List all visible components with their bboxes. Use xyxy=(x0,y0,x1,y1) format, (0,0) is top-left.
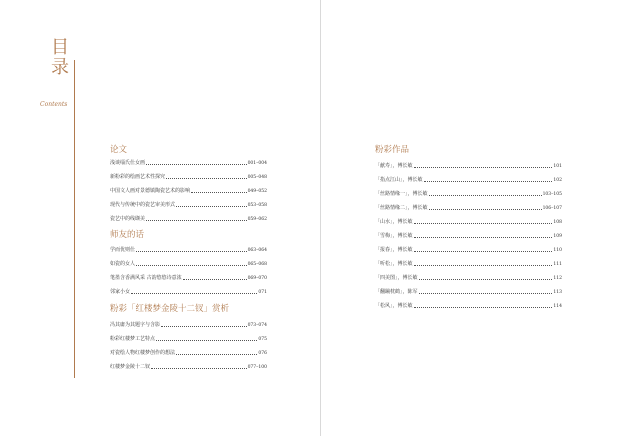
entry-title: 冯其庸为其题字与含影 xyxy=(110,322,161,328)
toc-entry[interactable] xyxy=(110,215,267,222)
leader-dots xyxy=(176,206,247,207)
entry-title: 「翻蹦枕鹤」，陈军 xyxy=(375,289,418,295)
entry-pages: 065–068 xyxy=(247,262,267,267)
entry-title: 「献寿」，傅长敏 xyxy=(375,163,413,169)
leader-dots xyxy=(156,340,257,341)
leader-dots xyxy=(414,167,553,168)
entry-title: 「四美图」，傅长敏 xyxy=(375,275,418,281)
entry-pages: 001–004 xyxy=(247,161,267,166)
toc-entry[interactable] xyxy=(110,173,267,180)
entry-title: 红楼梦金陵十二钗 xyxy=(110,364,151,370)
leader-dots xyxy=(176,354,257,355)
entry-pages: 077–100 xyxy=(247,365,267,370)
leader-dots xyxy=(419,293,553,294)
leader-dots xyxy=(166,178,247,179)
entry-title: 浅谈缁氏仕女画 xyxy=(110,160,146,166)
entry-title: 「听松」，傅长敏 xyxy=(375,261,413,267)
section-heading: 粉彩「红楼梦金陵十二钗」赏析 xyxy=(110,304,230,314)
leader-dots xyxy=(414,251,553,252)
entry-title: 邻家小女 xyxy=(110,289,131,295)
toc-entry[interactable] xyxy=(110,288,267,295)
leader-dots xyxy=(429,195,542,196)
entry-pages: 059–062 xyxy=(247,217,267,222)
toc-entry[interactable] xyxy=(110,363,267,370)
leader-dots xyxy=(131,293,257,294)
leader-dots xyxy=(136,265,247,266)
toc-entry[interactable] xyxy=(110,201,267,208)
toc-entry[interactable] xyxy=(110,349,267,356)
leader-dots xyxy=(161,326,247,327)
entry-title: 对瓷绘人物红楼梦创作的想法 xyxy=(110,350,176,356)
entry-pages: 110 xyxy=(553,248,562,253)
right-page xyxy=(321,0,640,436)
entry-title: 「丝路情缘二」，傅长敏 xyxy=(375,205,428,211)
entry-pages: 071 xyxy=(258,290,267,295)
entry-pages: 112 xyxy=(553,276,562,281)
entry-pages: 069–070 xyxy=(247,276,267,281)
section-heading: 论文 xyxy=(110,145,128,155)
leader-dots xyxy=(414,307,553,308)
toc-entry[interactable] xyxy=(110,321,267,328)
section-heading: 师友的话 xyxy=(110,230,145,240)
entry-pages: 114 xyxy=(553,304,562,309)
entry-title: 中国文人画对景德镇陶瓷艺术的影响 xyxy=(110,188,191,194)
toc-entry[interactable] xyxy=(110,335,267,342)
toc-entry[interactable] xyxy=(375,232,562,239)
contents-label: Contents xyxy=(40,101,68,108)
entry-pages: 113 xyxy=(553,290,562,295)
toc-entry[interactable] xyxy=(375,176,562,183)
toc-entry[interactable] xyxy=(375,218,562,225)
vertical-divider xyxy=(74,60,75,378)
entry-pages: 108 xyxy=(553,220,562,225)
entry-title: 「雪梅」，傅长敏 xyxy=(375,233,413,239)
toc-title xyxy=(50,38,70,78)
entry-pages: 101 xyxy=(553,164,562,169)
leader-dots xyxy=(183,279,247,280)
entry-title: 「报春」，傅长敏 xyxy=(375,247,413,253)
toc-entry[interactable] xyxy=(375,288,562,295)
entry-title: 「山水」，傅长敏 xyxy=(375,219,413,225)
toc-entry[interactable] xyxy=(375,162,562,169)
toc-entry[interactable] xyxy=(110,159,267,166)
entry-title: 学而优则仕 xyxy=(110,247,136,253)
entry-title: 「松风」，傅长敏 xyxy=(375,303,413,309)
entry-pages: 075 xyxy=(258,337,267,342)
leader-dots xyxy=(146,164,247,165)
leader-dots xyxy=(414,223,553,224)
leader-dots xyxy=(419,279,553,280)
section-heading: 粉彩作品 xyxy=(375,145,410,155)
leader-dots xyxy=(414,265,553,266)
leader-dots xyxy=(429,209,542,210)
leader-dots xyxy=(414,237,553,238)
leader-dots xyxy=(136,251,247,252)
toc-entry[interactable] xyxy=(110,260,267,267)
entry-title: 瓷艺中的线缬美 xyxy=(110,216,146,222)
leader-dots xyxy=(191,192,247,193)
entry-title: 「丝路情缘一」，傅长敏 xyxy=(375,191,428,197)
entry-pages: 106–107 xyxy=(542,206,562,211)
toc-entry[interactable] xyxy=(110,274,267,281)
toc-entry[interactable] xyxy=(375,302,562,309)
toc-entry[interactable] xyxy=(110,187,267,194)
entry-pages: 053–058 xyxy=(247,203,267,208)
title-char: 录 xyxy=(51,57,69,78)
entry-title: 新粉彩的绘画艺术性探究 xyxy=(110,174,166,180)
entry-pages: 102 xyxy=(553,178,562,183)
toc-entry[interactable] xyxy=(110,246,267,253)
toc-entry[interactable] xyxy=(375,274,562,281)
entry-pages: 063–064 xyxy=(247,248,267,253)
entry-pages: 005–048 xyxy=(247,175,267,180)
entry-pages: 111 xyxy=(553,262,562,267)
toc-entry[interactable] xyxy=(375,190,562,197)
leader-dots xyxy=(151,368,247,369)
entry-title: 粉彩红楼梦工艺特点 xyxy=(110,336,156,342)
toc-entry[interactable] xyxy=(375,204,562,211)
leader-dots xyxy=(146,220,247,221)
title-char: 目 xyxy=(51,37,69,58)
entry-pages: 109 xyxy=(553,234,562,239)
toc-entry[interactable] xyxy=(375,260,562,267)
entry-title: 如瓷的女人 xyxy=(110,261,136,267)
entry-title: 笔墨含香满风采 古韵悠悠诗意浓 xyxy=(110,275,182,281)
entry-pages: 103–105 xyxy=(542,192,562,197)
leader-dots xyxy=(424,181,553,182)
entry-title: 现代与传统中的瓷艺审美形式 xyxy=(110,202,176,208)
entry-pages: 076 xyxy=(258,351,267,356)
entry-pages: 073–074 xyxy=(247,323,267,328)
entry-title: 「指点江山」，傅长敏 xyxy=(375,177,423,183)
entry-pages: 049–052 xyxy=(247,189,267,194)
toc-entry[interactable] xyxy=(375,246,562,253)
